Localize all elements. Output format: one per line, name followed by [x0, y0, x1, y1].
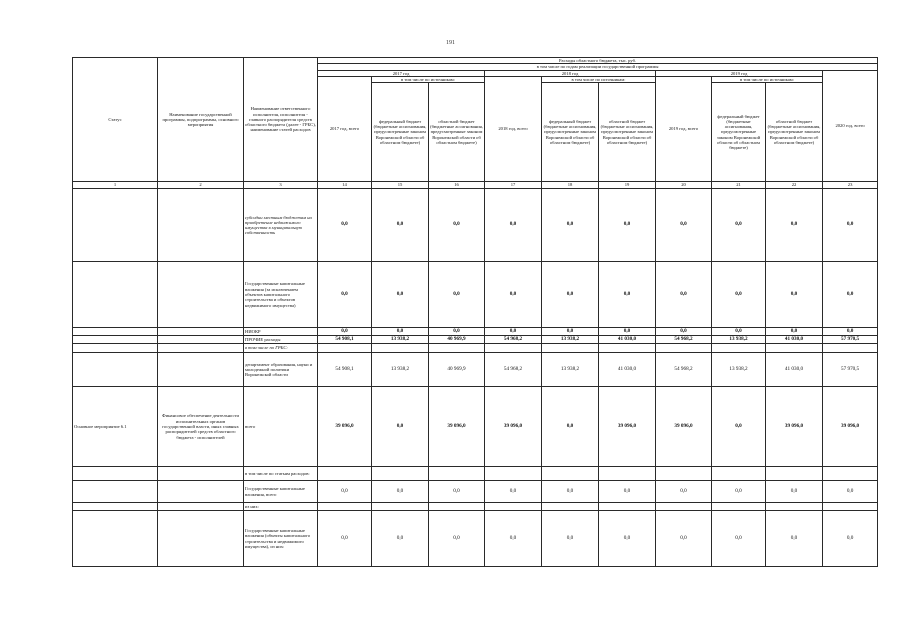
row-value: 57 970,5 — [823, 353, 878, 387]
row-label: Государственные капитальные вложения (за исключением объектов капитального строительства и объектов недвижимого имущества) — [244, 262, 318, 328]
row-value: 41 030,0 — [766, 353, 823, 387]
row-status — [73, 353, 158, 387]
row-value: 0,0 — [766, 481, 823, 503]
budget-table — [72, 57, 878, 567]
row-label: ПРОЧИЕ расходы — [244, 336, 318, 344]
row-value: 0,0 — [542, 387, 599, 467]
row-value — [712, 503, 766, 511]
column-number: 20 — [656, 182, 712, 189]
row-value: 54 908,1 — [318, 336, 372, 344]
row-label: в том числе по статьям расходов: — [244, 467, 318, 481]
row-status — [73, 481, 158, 503]
header-sources-2019: в том числе по источникам: — [712, 76, 823, 82]
row-value: 0,0 — [429, 511, 485, 567]
table-row — [73, 511, 878, 567]
header-regional-2019: областной бюджет (бюджетные ассигнования, предусмотренные законом Воронежской области об областном бюджете) — [766, 83, 823, 182]
row-status — [73, 467, 158, 481]
row-value: 54 968,2 — [485, 353, 542, 387]
row-value: 40 969,9 — [429, 336, 485, 344]
header-total-2018: 2018 год, всего — [485, 76, 542, 181]
column-number: 1 — [73, 182, 158, 189]
header-year-2018: 2018 год — [485, 70, 656, 76]
row-value: 0,0 — [766, 328, 823, 336]
row-value: 0,0 — [318, 189, 372, 262]
column-number: 3 — [244, 182, 318, 189]
row-value: 0,0 — [429, 189, 485, 262]
row-value — [823, 344, 878, 353]
row-value: 41 030,0 — [599, 336, 656, 344]
page-number: 191 — [446, 40, 455, 46]
row-value: 0,0 — [766, 189, 823, 262]
row-value: 57 970,5 — [823, 336, 878, 344]
row-label: Государственные капитальные вложения (объекты капитального строительства и недвижимого имущества), из них: — [244, 511, 318, 567]
header-federal-2019: федеральный бюджет (бюджетные ассигнования, предусмотренные законом Воронежской области об областном бюджете) — [712, 83, 766, 182]
row-program — [158, 353, 244, 387]
row-value: 0,0 — [372, 481, 429, 503]
row-value: 0,0 — [542, 328, 599, 336]
row-value: 39 096,0 — [429, 387, 485, 467]
row-value — [656, 503, 712, 511]
row-value: 13 938,2 — [712, 336, 766, 344]
row-value: 39 096,0 — [318, 387, 372, 467]
row-value: 0,0 — [712, 481, 766, 503]
row-value: 0,0 — [656, 481, 712, 503]
table-row — [73, 262, 878, 328]
row-value: 0,0 — [485, 189, 542, 262]
row-status — [73, 511, 158, 567]
header-regional-2017: областной бюджет (бюджетные ассигнования, предусмотренные законом Воронежской области об областном бюджете) — [429, 83, 485, 182]
table-row — [73, 387, 878, 467]
row-value — [823, 467, 878, 481]
row-value — [372, 503, 429, 511]
row-value: 0,0 — [318, 328, 372, 336]
row-value: 0,0 — [823, 481, 878, 503]
row-status — [73, 336, 158, 344]
header-federal-2018: федеральный бюджет (бюджетные ассигнования, предусмотренные законом Воронежской области об областном бюджете) — [542, 83, 599, 182]
header-federal-2017: федеральный бюджет (бюджетные ассигнования, предусмотренные законом Воронежской области об областном бюджете) — [372, 83, 429, 182]
row-value: 39 096,0 — [823, 387, 878, 467]
row-value — [712, 467, 766, 481]
row-value — [766, 467, 823, 481]
row-value — [542, 503, 599, 511]
row-value — [485, 344, 542, 353]
row-label: Государственные капитальные вложения, всего — [244, 481, 318, 503]
row-program — [158, 481, 244, 503]
row-value: 0,0 — [372, 387, 429, 467]
row-value: 0,0 — [656, 189, 712, 262]
row-program — [158, 503, 244, 511]
row-value: 0,0 — [542, 481, 599, 503]
row-value: 0,0 — [429, 262, 485, 328]
row-value: 39 096,0 — [766, 387, 823, 467]
row-value: 0,0 — [599, 328, 656, 336]
row-value: 0,0 — [766, 262, 823, 328]
row-value: 0,0 — [372, 262, 429, 328]
row-value: 13 938,2 — [372, 336, 429, 344]
table-body — [73, 189, 878, 567]
row-value: 54 968,2 — [656, 336, 712, 344]
header-status: Статус — [73, 58, 158, 182]
row-program — [158, 336, 244, 344]
row-label: в том числе по ГРБС: — [244, 344, 318, 353]
column-number: 18 — [542, 182, 599, 189]
row-value: 0,0 — [656, 262, 712, 328]
row-status: Основное мероприятие 6.1 — [73, 387, 158, 467]
row-status — [73, 503, 158, 511]
row-value: 0,0 — [823, 189, 878, 262]
row-program — [158, 262, 244, 328]
header-year-2017: 2017 год — [318, 70, 485, 76]
row-value: 13 938,2 — [542, 353, 599, 387]
row-value: 0,0 — [712, 189, 766, 262]
row-value: 0,0 — [318, 481, 372, 503]
header-regional-2018: областной бюджет (бюджетные ассигнования, предусмотренные законом Воронежской области об областном бюджете) — [599, 83, 656, 182]
row-label: всего — [244, 387, 318, 467]
row-value — [372, 467, 429, 481]
row-value: 0,0 — [712, 511, 766, 567]
row-value: 54 968,2 — [656, 353, 712, 387]
row-program — [158, 344, 244, 353]
row-value: 0,0 — [823, 511, 878, 567]
row-value: 13 938,2 — [372, 353, 429, 387]
row-program — [158, 511, 244, 567]
row-value: 0,0 — [823, 262, 878, 328]
row-value — [429, 467, 485, 481]
row-value — [599, 467, 656, 481]
row-label: НИОКР — [244, 328, 318, 336]
row-value: 0,0 — [599, 262, 656, 328]
header-expenses: Расходы областного бюджета, тыс. руб. — [318, 58, 878, 64]
row-status — [73, 262, 158, 328]
column-number: 19 — [599, 182, 656, 189]
table-row — [73, 189, 878, 262]
header-sources-2017: в том числе по источникам: — [372, 76, 485, 82]
header-program: Наименование государственной программы, подпрограммы, основного мероприятия — [158, 58, 244, 182]
table-row — [73, 328, 878, 336]
row-value: 0,0 — [712, 387, 766, 467]
row-value — [318, 503, 372, 511]
table-row — [73, 336, 878, 344]
column-number: 23 — [823, 182, 878, 189]
row-value: 13 938,2 — [712, 353, 766, 387]
row-value: 0,0 — [429, 328, 485, 336]
row-value — [429, 344, 485, 353]
row-program: Финансовое обеспечение деятельности исполнительных органов государственной власти, иных главных распорядителей средств областного бюджета - исполнителей — [158, 387, 244, 467]
row-value: 0,0 — [542, 262, 599, 328]
column-number: 2 — [158, 182, 244, 189]
row-value — [599, 344, 656, 353]
row-value — [766, 344, 823, 353]
row-value: 39 096,0 — [599, 387, 656, 467]
column-number-row — [73, 182, 878, 189]
row-value — [318, 467, 372, 481]
row-value: 0,0 — [542, 189, 599, 262]
row-value — [599, 503, 656, 511]
column-number: 16 — [429, 182, 485, 189]
row-value: 39 096,0 — [656, 387, 712, 467]
header-total-2020: 2020 год, всего — [823, 70, 878, 182]
row-value: 0,0 — [372, 189, 429, 262]
row-value: 0,0 — [372, 328, 429, 336]
row-program — [158, 467, 244, 481]
column-number: 15 — [372, 182, 429, 189]
row-value: 0,0 — [485, 511, 542, 567]
row-value — [372, 344, 429, 353]
row-value: 0,0 — [485, 328, 542, 336]
row-value: 39 096,0 — [485, 387, 542, 467]
row-label: из них: — [244, 503, 318, 511]
row-value: 41 030,0 — [599, 353, 656, 387]
table-row — [73, 353, 878, 387]
row-value — [318, 344, 372, 353]
row-value: 0,0 — [429, 481, 485, 503]
header-total-2017: 2017 год, всего — [318, 76, 372, 181]
row-value: 0,0 — [766, 511, 823, 567]
row-value — [485, 467, 542, 481]
row-value: 0,0 — [712, 262, 766, 328]
row-program — [158, 328, 244, 336]
row-status — [73, 328, 158, 336]
row-value — [485, 503, 542, 511]
table-row — [73, 503, 878, 511]
row-value: 40 969,9 — [429, 353, 485, 387]
row-value — [766, 503, 823, 511]
header-year-2019: 2019 год — [656, 70, 823, 76]
header-sources-2018: в том числе по источникам: — [542, 76, 656, 82]
row-value: 0,0 — [542, 511, 599, 567]
table-row — [73, 481, 878, 503]
row-value — [542, 467, 599, 481]
row-value: 0,0 — [599, 511, 656, 567]
column-number: 14 — [318, 182, 372, 189]
row-value: 0,0 — [318, 262, 372, 328]
row-value — [542, 344, 599, 353]
row-value — [712, 344, 766, 353]
row-value — [656, 344, 712, 353]
row-value: 0,0 — [372, 511, 429, 567]
row-value: 0,0 — [318, 511, 372, 567]
row-value: 0,0 — [599, 189, 656, 262]
row-status — [73, 344, 158, 353]
row-label: департамент образования, науки и молодежной политики Воронежской области — [244, 353, 318, 387]
row-value: 54 968,2 — [485, 336, 542, 344]
row-value — [429, 503, 485, 511]
table-row — [73, 344, 878, 353]
row-value: 0,0 — [485, 481, 542, 503]
row-value — [823, 503, 878, 511]
row-value: 0,0 — [712, 328, 766, 336]
header-by-years: в том числе по годам реализации государственной программы — [318, 64, 878, 70]
row-value: 0,0 — [485, 262, 542, 328]
table-row — [73, 467, 878, 481]
column-number: 17 — [485, 182, 542, 189]
row-value: 0,0 — [656, 328, 712, 336]
column-number: 21 — [712, 182, 766, 189]
header-total-2019: 2019 год, всего — [656, 76, 712, 181]
row-label: субсидии местным бюджетам на приобретение недвижимого имущества в муниципальную собственность — [244, 189, 318, 262]
row-status — [73, 189, 158, 262]
row-value: 41 030,0 — [766, 336, 823, 344]
row-program — [158, 189, 244, 262]
header-executor: Наименование ответственного исполнителя, исполнителя - главного распорядителя средств областного бюджета (далее - ГРБС), наименование статей расходов — [244, 58, 318, 182]
row-value: 0,0 — [823, 328, 878, 336]
row-value: 54 908,1 — [318, 353, 372, 387]
row-value: 0,0 — [656, 511, 712, 567]
row-value: 0,0 — [599, 481, 656, 503]
row-value: 13 938,2 — [542, 336, 599, 344]
row-value — [656, 467, 712, 481]
column-number: 22 — [766, 182, 823, 189]
